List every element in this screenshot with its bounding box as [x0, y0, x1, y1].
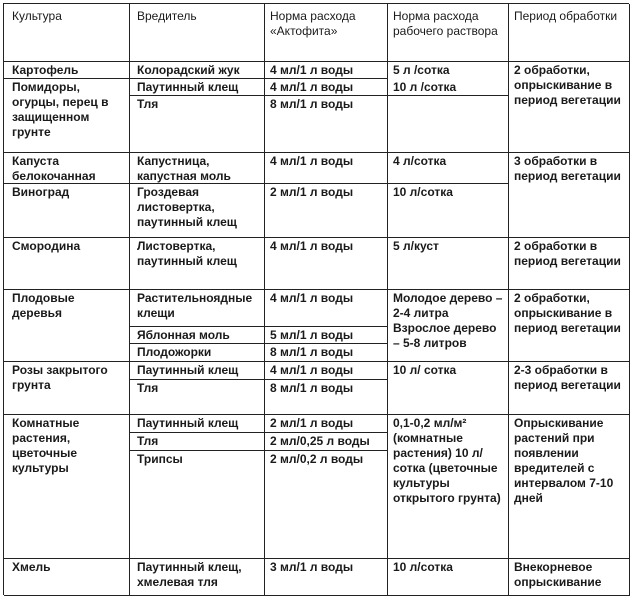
col-divider — [264, 4, 265, 595]
row-divider — [129, 343, 387, 344]
row-divider — [4, 289, 630, 290]
pest-control-table — [3, 3, 629, 595]
rate-cell: 3 мл/1 л воды — [270, 560, 354, 574]
rate-cell: 2 мл/0,25 л воды — [270, 434, 370, 448]
pest-cell: Листовертка, паутинный клещ — [137, 239, 237, 268]
solution-cell: 5 л /сотка — [393, 63, 450, 77]
period-cell: 2-3 обработки в период вегетации — [514, 363, 621, 392]
header-period: Период обработки — [514, 9, 618, 23]
crop-cell: Плодовые деревья — [12, 291, 75, 320]
pest-cell: Паутинный клещ — [137, 80, 239, 94]
row-divider — [4, 558, 630, 559]
pest-cell: Тля — [137, 381, 159, 395]
rate-cell: 4 мл/1 л воды — [270, 154, 354, 168]
row-divider — [4, 237, 630, 238]
row-divider — [4, 61, 630, 62]
solution-cell: 10 л/сотка — [393, 560, 453, 574]
col-divider — [129, 4, 130, 595]
rate-cell: 2 мл/0,2 л воды — [270, 452, 364, 466]
header-rate-solution: Норма расхода рабочего раствора — [393, 9, 498, 38]
pest-cell: Плодожорки — [137, 345, 212, 359]
solution-cell: 10 л/сотка — [393, 185, 453, 199]
crop-cell: Виноград — [12, 185, 70, 199]
period-cell: 2 обработки, опрыскивание в период вегетации — [514, 291, 621, 335]
pest-cell: Растительноядные клещи — [137, 291, 253, 320]
pest-cell: Паутинный клещ — [137, 416, 239, 430]
pest-cell: Капустница, капустная моль — [137, 154, 231, 183]
crop-cell: Картофель — [12, 63, 79, 77]
row-divider — [4, 152, 630, 153]
period-cell: 2 обработки в период вегетации — [514, 239, 621, 268]
solution-cell: 10 л/ сотка — [393, 363, 457, 377]
solution-cell: 10 л /сотка — [393, 80, 457, 94]
row-divider — [4, 78, 387, 79]
crop-cell: Розы закрытого грунта — [12, 363, 108, 392]
row-divider — [387, 95, 508, 96]
rate-cell: 4 мл/1 л воды — [270, 63, 354, 77]
col-divider — [508, 4, 509, 595]
rate-cell: 8 мл/1 л воды — [270, 97, 354, 111]
crop-cell: Помидоры, огурцы, перец в защищенном грунте — [12, 80, 109, 139]
pest-cell: Трипсы — [137, 452, 183, 466]
header-pest: Вредитель — [137, 9, 197, 23]
pest-cell: Паутинный клещ — [137, 363, 239, 377]
row-divider — [129, 432, 387, 433]
rate-cell: 4 мл/1 л воды — [270, 80, 354, 94]
rate-cell: 2 мл/1 л воды — [270, 416, 354, 430]
period-cell: Опрыскивание растений при появлении вредителей с интервалом 7-10 дней — [514, 416, 614, 505]
col-divider — [629, 4, 630, 595]
crop-cell: Комнатные растения, цветочные культуры — [12, 416, 80, 475]
header-crop: Культура — [12, 9, 62, 23]
pest-cell: Тля — [137, 434, 159, 448]
period-cell: Внекорневое опрыскивание — [514, 560, 602, 589]
pest-cell: Гроздевая листовертка, паутинный клещ — [137, 185, 237, 229]
row-divider — [129, 95, 387, 96]
col-divider — [387, 4, 388, 595]
rate-cell: 4 мл/1 л воды — [270, 239, 354, 253]
rate-cell: 2 мл/1 л воды — [270, 185, 354, 199]
period-cell: 3 обработки в период вегетации — [514, 154, 621, 183]
period-cell: 2 обработки, опрыскивание в период вегетации — [514, 63, 621, 107]
header-rate-aktofit: Норма расхода «Актофита» — [270, 9, 356, 38]
row-divider — [129, 450, 387, 451]
solution-cell: 5 л/куст — [393, 239, 439, 253]
rate-cell: 8 мл/1 л воды — [270, 345, 354, 359]
solution-cell: Молодое дерево – 2-4 литра Взрослое дерево – 5-8 литров — [393, 291, 503, 350]
solution-cell: 4 л/сотка — [393, 154, 447, 168]
pest-cell: Колорадский жук — [137, 63, 240, 77]
solution-cell: 0,1-0,2 мл/м² (комнатные растения) 10 л/сотка (цветочные культуры открытого грунта) — [393, 416, 501, 505]
row-divider — [4, 595, 630, 596]
crop-cell: Хмель — [12, 560, 51, 574]
pest-cell: Паутинный клещ, хмелевая тля — [137, 560, 242, 589]
pest-cell: Яблонная моль — [137, 328, 230, 342]
row-divider — [129, 326, 387, 327]
rate-cell: 4 мл/1 л воды — [270, 363, 354, 377]
rate-cell: 4 мл/1 л воды — [270, 291, 354, 305]
row-divider — [4, 414, 630, 415]
crop-cell: Капуста белокочанная — [12, 154, 96, 183]
crop-cell: Смородина — [12, 239, 81, 253]
rate-cell: 5 мл/1 л воды — [270, 328, 354, 342]
row-divider — [4, 361, 630, 362]
row-divider — [129, 379, 387, 380]
rate-cell: 8 мл/1 л воды — [270, 381, 354, 395]
pest-cell: Тля — [137, 97, 159, 111]
